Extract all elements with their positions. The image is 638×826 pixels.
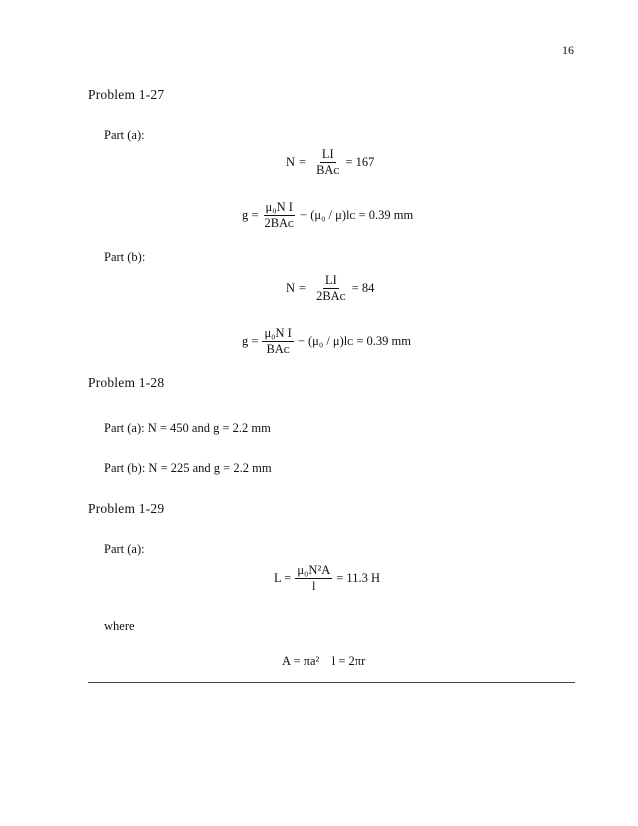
- fraction-denominator: 2BAᴄ: [316, 289, 346, 304]
- fraction-numerator: LI: [323, 274, 339, 289]
- problem-1-27-part-a-label: Part (a):: [104, 128, 145, 142]
- equation-lhs: L =: [274, 571, 292, 586]
- problem-1-29-heading: Problem 1-29: [88, 501, 165, 516]
- equation-rhs: = 11.3 H: [336, 571, 380, 586]
- equation-rhs: = 84: [351, 281, 375, 296]
- fraction: [314, 274, 348, 303]
- equation-n-part-b: [286, 274, 374, 303]
- problem-1-27-part-b-label: Part (b):: [104, 250, 146, 264]
- equation-equals: =: [299, 155, 307, 170]
- fraction-numerator: μ₀N I: [262, 327, 293, 342]
- page-number: 16: [562, 43, 574, 57]
- problem-1-28-heading: Problem 1-28: [88, 375, 165, 390]
- fraction-denominator: 2BAᴄ: [264, 216, 295, 231]
- equation-lhs: N: [286, 155, 296, 170]
- fraction-numerator: μ₀N I: [264, 201, 295, 216]
- equation-lhs: N: [286, 281, 296, 296]
- problem-1-28-part-b: Part (b): N = 225 and g = 2.2 mm: [104, 461, 272, 475]
- fraction-denominator: BAᴄ: [266, 342, 290, 357]
- equation-lhs: g =: [242, 208, 259, 223]
- equation-area-length: A = πa² l = 2πr: [282, 654, 366, 668]
- problem-1-29-part-a-label: Part (a):: [104, 542, 145, 556]
- equation-inductance: [274, 564, 380, 593]
- equation-rhs: = 167: [345, 155, 375, 170]
- equation-equals: =: [299, 281, 307, 296]
- fraction: [262, 201, 296, 230]
- bottom-rule: [88, 682, 575, 683]
- problem-1-27-heading: Problem 1-27: [88, 87, 165, 102]
- equation-g-part-b: [242, 327, 411, 356]
- fraction: [314, 148, 341, 177]
- equation-rhs: − (μ₀ / μ)lᴄ = 0.39 mm: [297, 334, 411, 349]
- equation-lhs: g =: [242, 334, 259, 349]
- fraction: [295, 564, 332, 593]
- fraction-denominator: BAᴄ: [316, 163, 340, 178]
- equation-rhs: − (μ₀ / μ)lᴄ = 0.39 mm: [300, 208, 414, 223]
- problem-1-28-part-a: Part (a): N = 450 and g = 2.2 mm: [104, 421, 271, 435]
- equation-g-part-a: [242, 201, 413, 230]
- fraction-numerator: LI: [320, 148, 336, 163]
- fraction-denominator: l: [312, 579, 316, 594]
- where-label: where: [104, 619, 135, 633]
- fraction-numerator: μ₀N²A: [295, 564, 332, 579]
- fraction: [262, 327, 293, 356]
- equation-n-part-a: [286, 148, 374, 177]
